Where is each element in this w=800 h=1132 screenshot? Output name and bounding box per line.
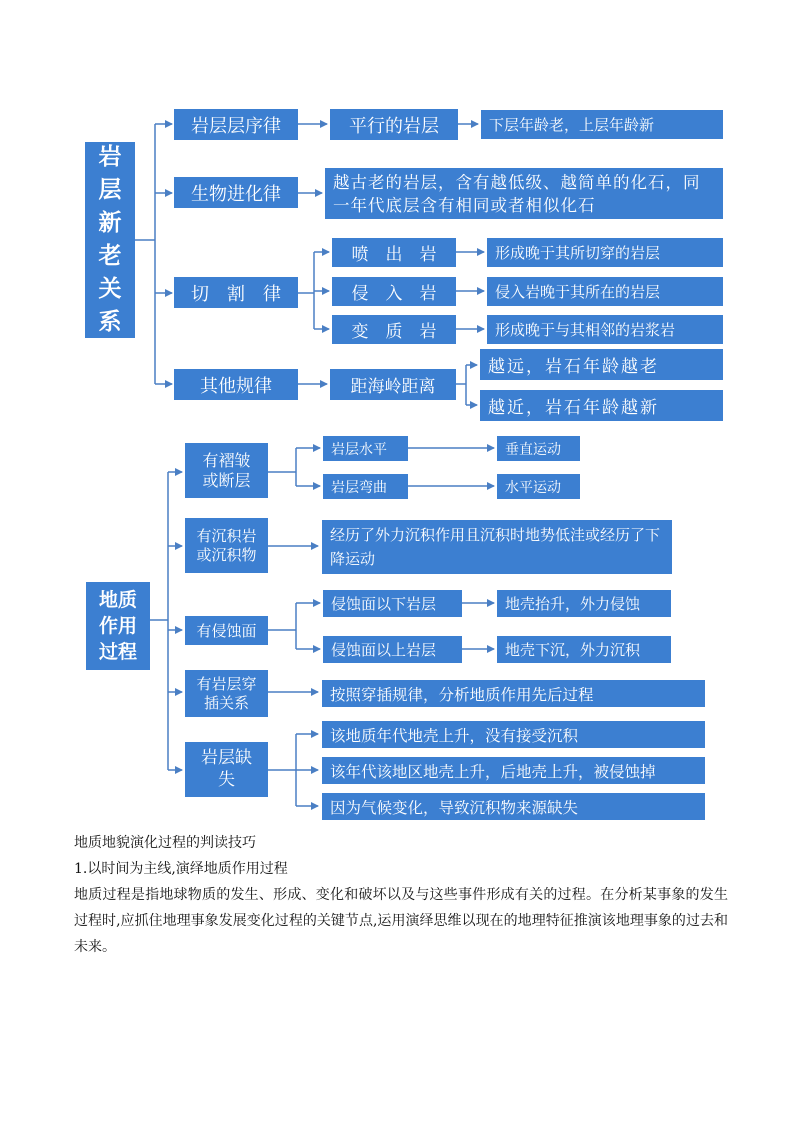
law-superposition: 岩层层序律 xyxy=(174,109,298,140)
leaf-crosscut-analysis: 按照穿插规律，分析地质作用先后过程 xyxy=(322,680,705,707)
leaf-farther-older: 越远，岩石年龄越老 xyxy=(480,349,723,380)
leaf-no-deposition: 该地质年代地壳上升，没有接受沉积 xyxy=(322,721,705,748)
node-extrusive-rock: 喷 出 岩 xyxy=(332,238,456,267)
node-above-erosion: 侵蚀面以上岩层 xyxy=(323,636,462,663)
leaf-deposition-subsidence: 经历了外力沉积作用且沉积时地势低洼或经历了下降运动 xyxy=(322,520,672,574)
leaf-metamorphic: 形成晚于与其相邻的岩浆岩 xyxy=(487,315,723,344)
law-faunal-succession: 生物进化律 xyxy=(174,177,298,208)
leaf-source-missing: 因为气候变化，导致沉积物来源缺失 xyxy=(322,793,705,820)
section-heading: 地质地貌演化过程的判读技巧 xyxy=(74,835,256,851)
node-strata-horizontal: 岩层水平 xyxy=(323,436,408,461)
item-fold-fault: 有褶皱或断层 xyxy=(185,443,268,498)
node-parallel-strata: 平行的岩层 xyxy=(330,109,458,140)
leaf-eroded-away: 该年代该地区地壳上升，后地壳上升，被侵蚀掉 xyxy=(322,757,705,784)
root-geologic-process: 地质作用过程 xyxy=(86,582,150,670)
leaf-uplift-erosion: 地壳抬升，外力侵蚀 xyxy=(497,590,671,617)
leaf-extrusive: 形成晚于其所切穿的岩层 xyxy=(487,238,723,267)
leaf-lower-older: 下层年龄老，上层年龄新 xyxy=(481,110,723,139)
item-erosion-surface: 有侵蚀面 xyxy=(185,616,268,645)
section-subheading: 1.以时间为主线,演绎地质作用过程 xyxy=(74,861,288,877)
law-cross-cutting: 切 割 律 xyxy=(174,277,298,308)
item-crosscut-relation: 有岩层穿插关系 xyxy=(185,670,268,717)
leaf-horizontal-movement: 水平运动 xyxy=(497,474,580,499)
root-strata-relations: 岩层新老关系 xyxy=(85,142,135,338)
item-sedimentary: 有沉积岩或沉积物 xyxy=(185,518,268,573)
leaf-intrusive: 侵入岩晚于其所在的岩层 xyxy=(487,277,723,306)
leaf-vertical-movement: 垂直运动 xyxy=(497,436,580,461)
node-distance-ridge: 距海岭距离 xyxy=(330,369,456,400)
leaf-nearer-newer: 越近，岩石年龄越新 xyxy=(480,390,723,421)
body-paragraph: 地质过程是指地球物质的发生、形成、变化和破坏以及与这些事件形成有关的过程。在分析某事象的发生过程时,应抓住地理事象发展变化过程的关键节点,运用演绎思维以现在的地理特征推演该地理事象的过去和未来。 xyxy=(74,887,728,955)
law-other-rules: 其他规律 xyxy=(174,369,298,400)
node-intrusive-rock: 侵 入 岩 xyxy=(332,277,456,306)
node-strata-bent: 岩层弯曲 xyxy=(323,474,408,499)
leaf-fossil-rule: 越古老的岩层，含有越低级、越简单的化石，同一年代底层含有相同或者相似化石 xyxy=(325,168,723,219)
item-missing-strata: 岩层缺失 xyxy=(185,742,268,797)
node-metamorphic-rock: 变 质 岩 xyxy=(332,315,456,344)
leaf-subside-deposit: 地壳下沉，外力沉积 xyxy=(497,636,671,663)
node-below-erosion: 侵蚀面以下岩层 xyxy=(323,590,462,617)
